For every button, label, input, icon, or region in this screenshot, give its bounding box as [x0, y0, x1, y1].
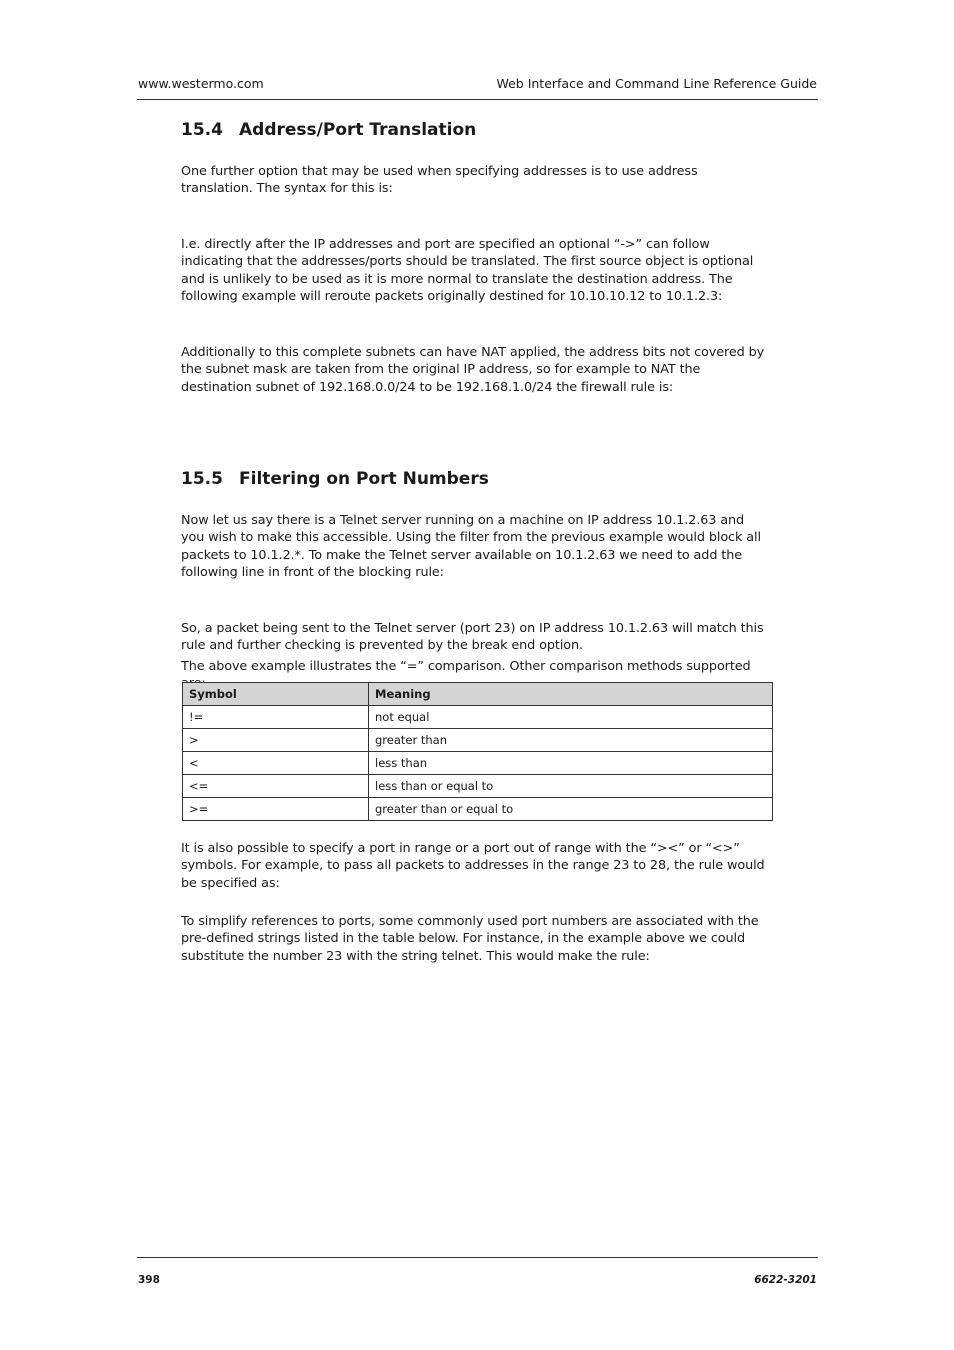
- paragraph: Now let us say there is a Telnet server running on a machine on IP address 10.1.2.63 and you wish to make this accessible. Using the filter from the previous example would block all packets to 10.1.2.*. To make the Telnet server available on 10.1.2.63 we need to add the following line in front of the blocking rule:: [181, 513, 761, 581]
- header-divider: [137, 99, 818, 100]
- comparison-table: [182, 682, 773, 821]
- header-guide-title: Web Interface and Command Line Reference Guide: [496, 76, 817, 91]
- symbol-cell: <=: [183, 775, 369, 798]
- table-header-row: [183, 683, 773, 706]
- table-row: [183, 798, 773, 821]
- meaning-cell: not equal: [369, 706, 773, 729]
- table-row: [183, 729, 773, 752]
- paragraph: To simplify references to ports, some commonly used port numbers are associated with the pre-defined strings listed in the table below. For instance, in the example above we could substitute the number 23 with the string telnet. This would make the rule:: [181, 914, 759, 964]
- paragraph: One further option that may be used when specifying addresses is to use address translation. The syntax for this is:: [181, 164, 698, 197]
- paragraph: I.e. directly after the IP addresses and port are specified an optional “->” can follow indicating that the addresses/ports should be translated. The first source object is optional and is unlikely to be used as it is more normal to translate the destination address. The following example will reroute packets originally destined for 10.10.10.12 to 10.1.2.3:: [181, 237, 754, 305]
- table-row: [183, 775, 773, 798]
- paragraph: Additionally to this complete subnets can have NAT applied, the address bits not covered by the subnet mask are taken from the original IP address, so for example to NAT the destination subnet of 192.168.0.0/24 to be 192.168.1.0/24 the firewall rule is:: [181, 345, 765, 395]
- footer-divider: [137, 1257, 818, 1258]
- section-15-5-heading: [181, 469, 489, 489]
- symbol-cell: <: [183, 752, 369, 775]
- meaning-cell: greater than or equal to: [369, 798, 773, 821]
- header-website: www.westermo.com: [138, 76, 264, 91]
- paragraph: So, a packet being sent to the Telnet server (port 23) on IP address 10.1.2.63 will match this rule and further checking is prevented by the break end option.: [181, 621, 764, 654]
- symbol-cell: !=: [183, 706, 369, 729]
- symbol-cell: >: [183, 729, 369, 752]
- meaning-cell: greater than: [369, 729, 773, 752]
- section-title: Filtering on Port Numbers: [239, 469, 489, 489]
- document-code: 6622-3201: [754, 1274, 817, 1286]
- table-row: [183, 706, 773, 729]
- paragraph: It is also possible to specify a port in range or a port out of range with the “><” or “<>” symbols. For example, to pass all packets to addresses in the range 23 to 28, the rule would be specified as:: [181, 841, 765, 891]
- column-header-symbol: Symbol: [183, 683, 369, 706]
- meaning-cell: less than or equal to: [369, 775, 773, 798]
- table-row: [183, 752, 773, 775]
- section-number: 15.4: [181, 120, 223, 140]
- meaning-cell: less than: [369, 752, 773, 775]
- section-number: 15.5: [181, 469, 223, 489]
- symbol-cell: >=: [183, 798, 369, 821]
- section-15-4-heading: [181, 120, 476, 140]
- section-title: Address/Port Translation: [239, 120, 477, 140]
- paragraph: The above example illustrates the “=” comparison. Other comparison methods supported: [181, 659, 751, 674]
- page-number: 398: [138, 1274, 160, 1286]
- column-header-meaning: Meaning: [369, 683, 773, 706]
